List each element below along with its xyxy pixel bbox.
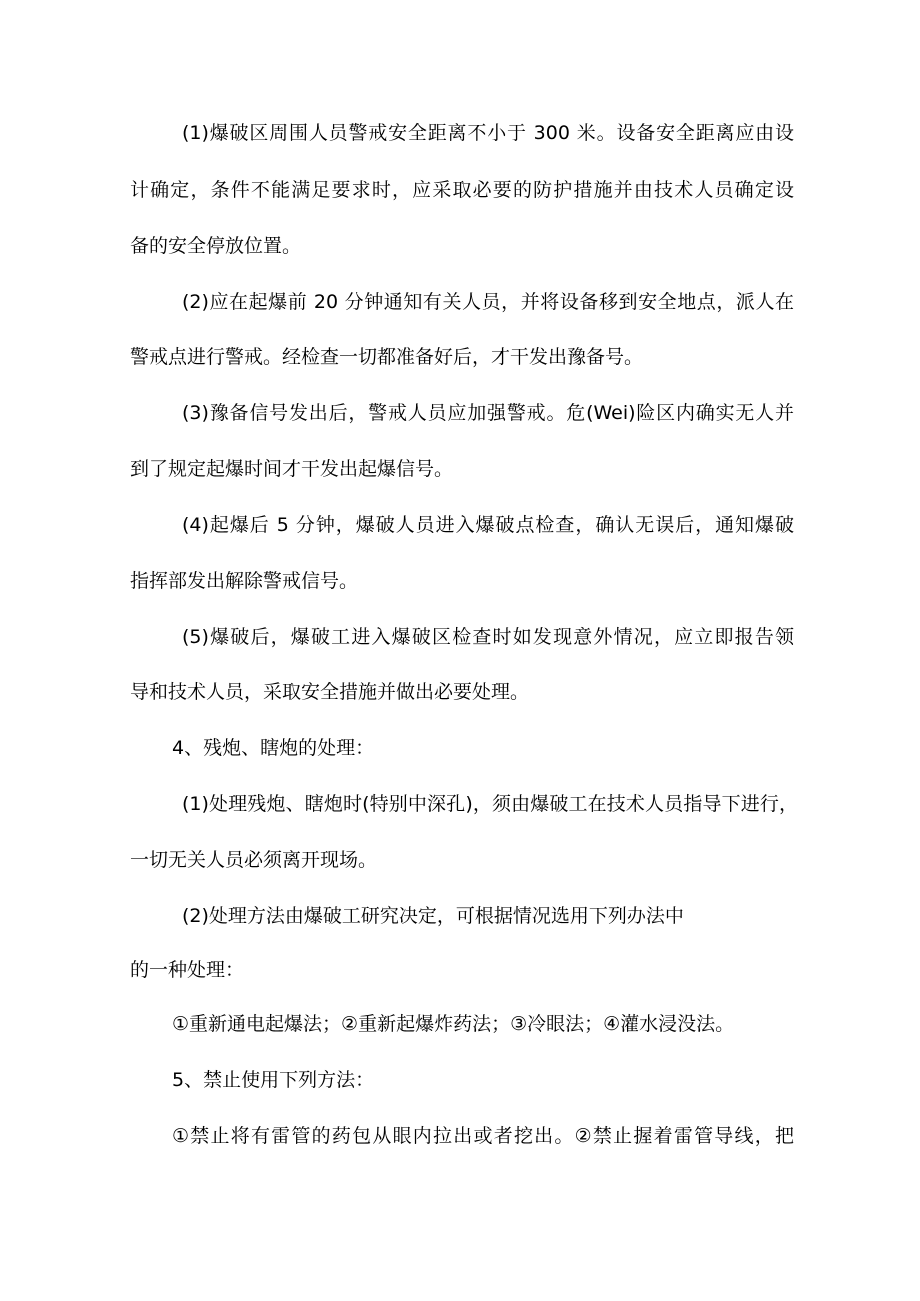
paragraph-3-line-2: 到了规定起爆时间才干发出起爆信号。	[130, 458, 454, 480]
paragraph-7-line-1: (2)处理方法由爆破工研究决定，可根据情况选用下列办法中	[182, 905, 684, 927]
paragraph-5-line-1: (5)爆破后，爆破工进入爆破区检查时如发现意外情况，应立即报告领	[182, 626, 794, 648]
paragraph-1-line-2: 计确定，条件不能满足要求时，应采取必要的防护措施并由技术人员确定设	[130, 179, 794, 201]
section-heading-4: 4、残炮、瞎炮的处理：	[172, 737, 375, 759]
paragraph-2-line-2: 警戒点进行警戒。经检查一切都准备好后，才干发出豫备号。	[130, 346, 644, 368]
prohibited-methods-line-1: ①禁止将有雷管的药包从眼内拉出或者挖出。②禁止握着雷管导线，把	[172, 1125, 794, 1147]
paragraph-4-line-1: (4)起爆后 5 分钟，爆破人员进入爆破点检查，确认无误后，通知爆破	[182, 514, 794, 536]
paragraph-2-line-1: (2)应在起爆前 20 分钟通知有关人员，并将设备移到安全地点，派人在	[182, 291, 794, 313]
section-heading-5: 5、禁止使用下列方法：	[172, 1069, 375, 1091]
paragraph-1-line-3: 备的安全停放位置。	[130, 235, 302, 257]
paragraph-4-line-2: 指挥部发出解除警戒信号。	[130, 570, 359, 592]
paragraph-6-line-2: 一切无关人员必须离开现场。	[130, 849, 378, 871]
paragraph-1-line-1: (1)爆破区周围人员警戒安全距离不小于 300 米。设备安全距离应由设	[182, 122, 794, 144]
paragraph-7-line-2: 的一种处理：	[130, 959, 245, 981]
paragraph-3-line-1: (3)豫备信号发出后，警戒人员应加强警戒。危(Wei)险区内确实无人并	[182, 402, 794, 424]
paragraph-6-line-1: (1)处理残炮、瞎炮时(特别中深孔)，须由爆破工在技术人员指导下进行，	[182, 793, 798, 815]
method-list: ①重新通电起爆法；②重新起爆炸药法；③冷眼法；④灌水浸没法。	[172, 1013, 735, 1035]
paragraph-5-line-2: 导和技术人员，采取安全措施并做出必要处理。	[130, 681, 530, 703]
